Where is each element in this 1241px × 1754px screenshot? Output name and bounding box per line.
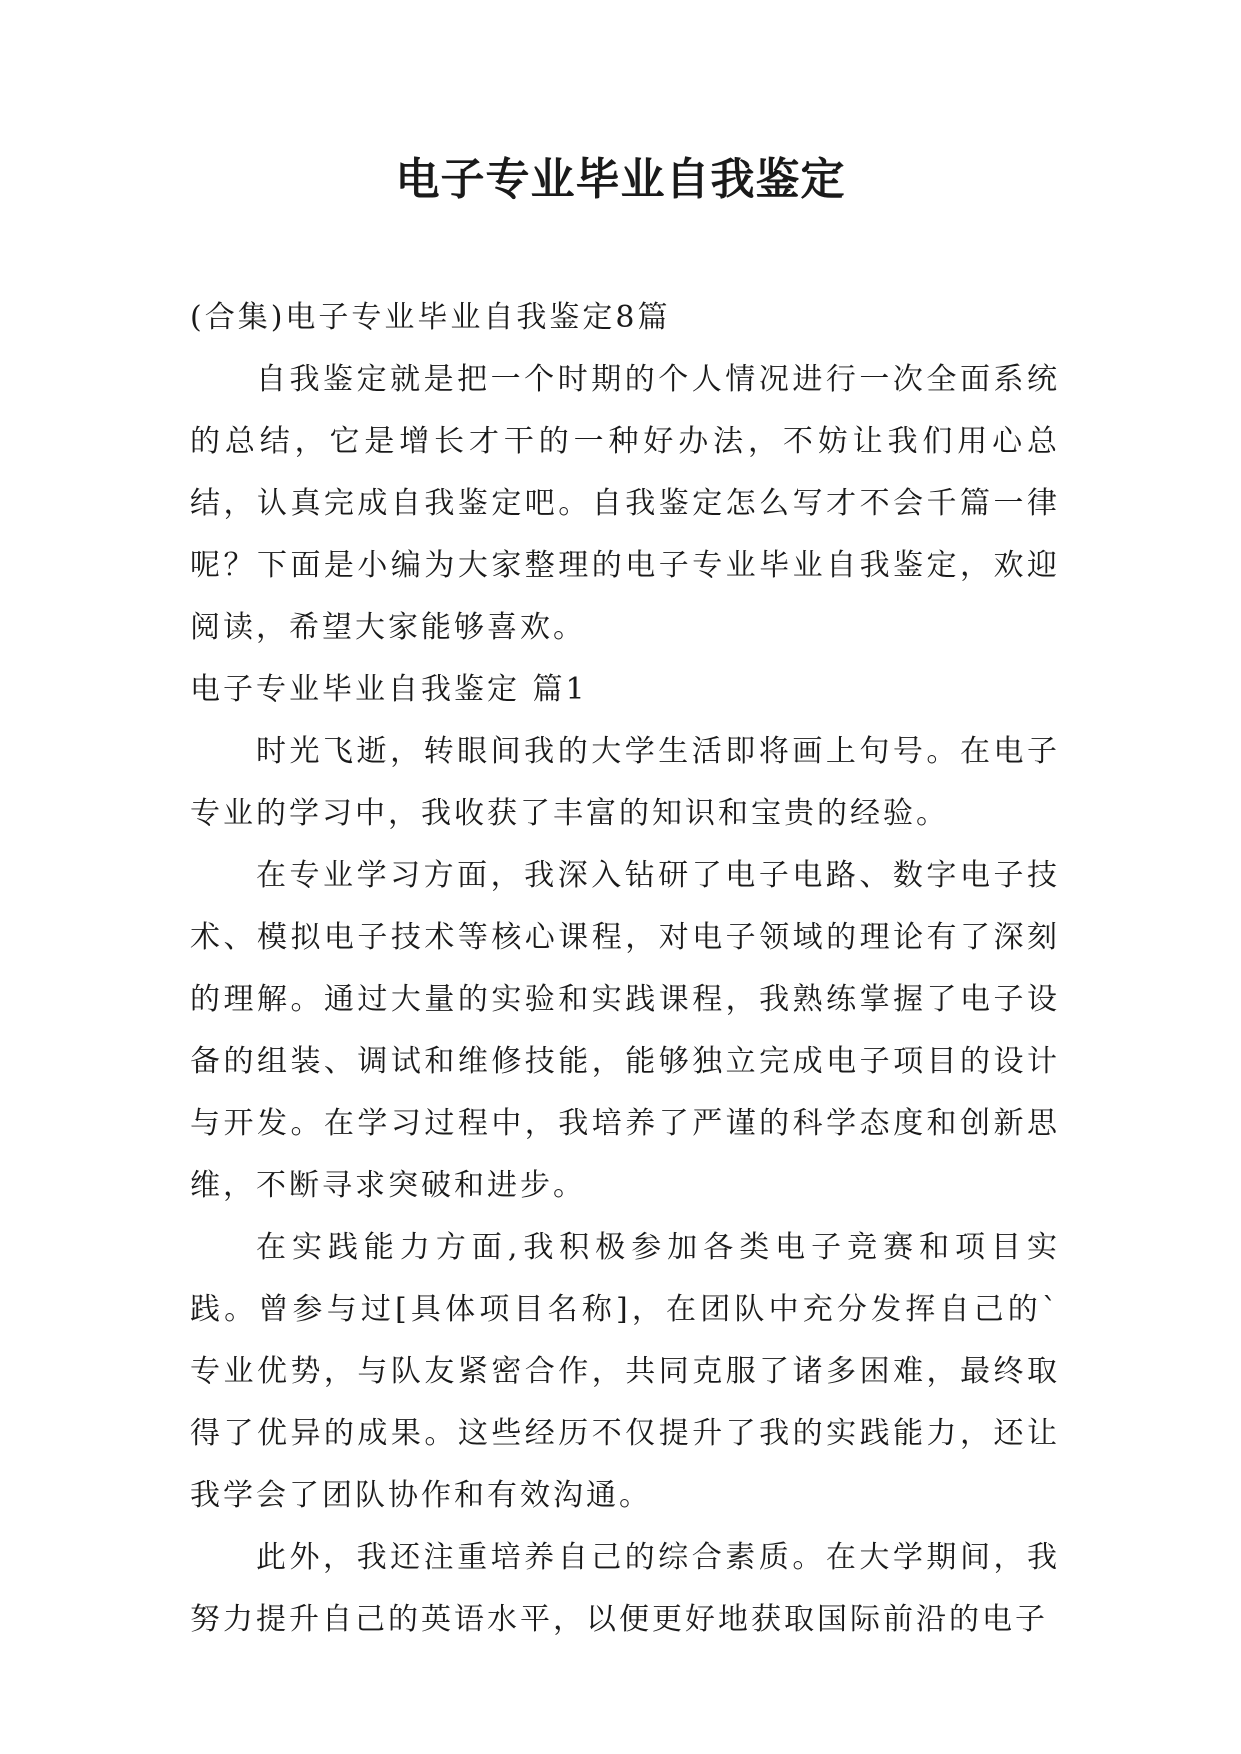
body-paragraph: 在实践能力方面,我积极参加各类电子竞赛和项目实践。曾参与过[具体项目名称]，在团队中充分发挥自己的`专业优势，与队友紧密合作，共同克服了诸多困难，最终取得了优异的成果。这些经历不仅提升了我的实践能力，还让我学会了团队协作和有效沟通。 bbox=[190, 1230, 1060, 1513]
body-paragraph: 此外，我还注重培养自己的综合素质。在大学期间，我努力提升自己的英语水平，以便更好地获取国际前沿的电子 bbox=[190, 1540, 1060, 1637]
document-title: 电子专业毕业自我鉴定 bbox=[395, 154, 846, 205]
body-paragraph: 时光飞逝，转眼间我的大学生活即将画上句号。在电子专业的学习中，我收获了丰富的知识和宝贵的经验。 bbox=[190, 734, 1060, 831]
section-heading: 电子专业毕业自我鉴定 篇1 bbox=[190, 672, 588, 707]
body-paragraph: 在专业学习方面，我深入钻研了电子电路、数字电子技术、模拟电子技术等核心课程，对电子领域的理论有了深刻的理解。通过大量的实验和实践课程，我熟练掌握了电子设备的组装、调试和维修技能，能够独立完成电子项目的设计与开发。在学习过程中，我培养了严谨的科学态度和创新思维，不断寻求突破和进步。 bbox=[190, 858, 1060, 1203]
document-body bbox=[190, 287, 1060, 1651]
intro-paragraph: 自我鉴定就是把一个时期的个人情况进行一次全面系统的总结，它是增长才干的一种好办法，不妨让我们用心总结，认真完成自我鉴定吧。自我鉴定怎么写才不会千篇一律呢？下面是小编为大家整理的电子专业毕业自我鉴定，欢迎阅读，希望大家能够喜欢。 bbox=[190, 362, 1060, 645]
collection-heading: (合集)电子专业毕业自我鉴定8篇 bbox=[190, 300, 671, 335]
